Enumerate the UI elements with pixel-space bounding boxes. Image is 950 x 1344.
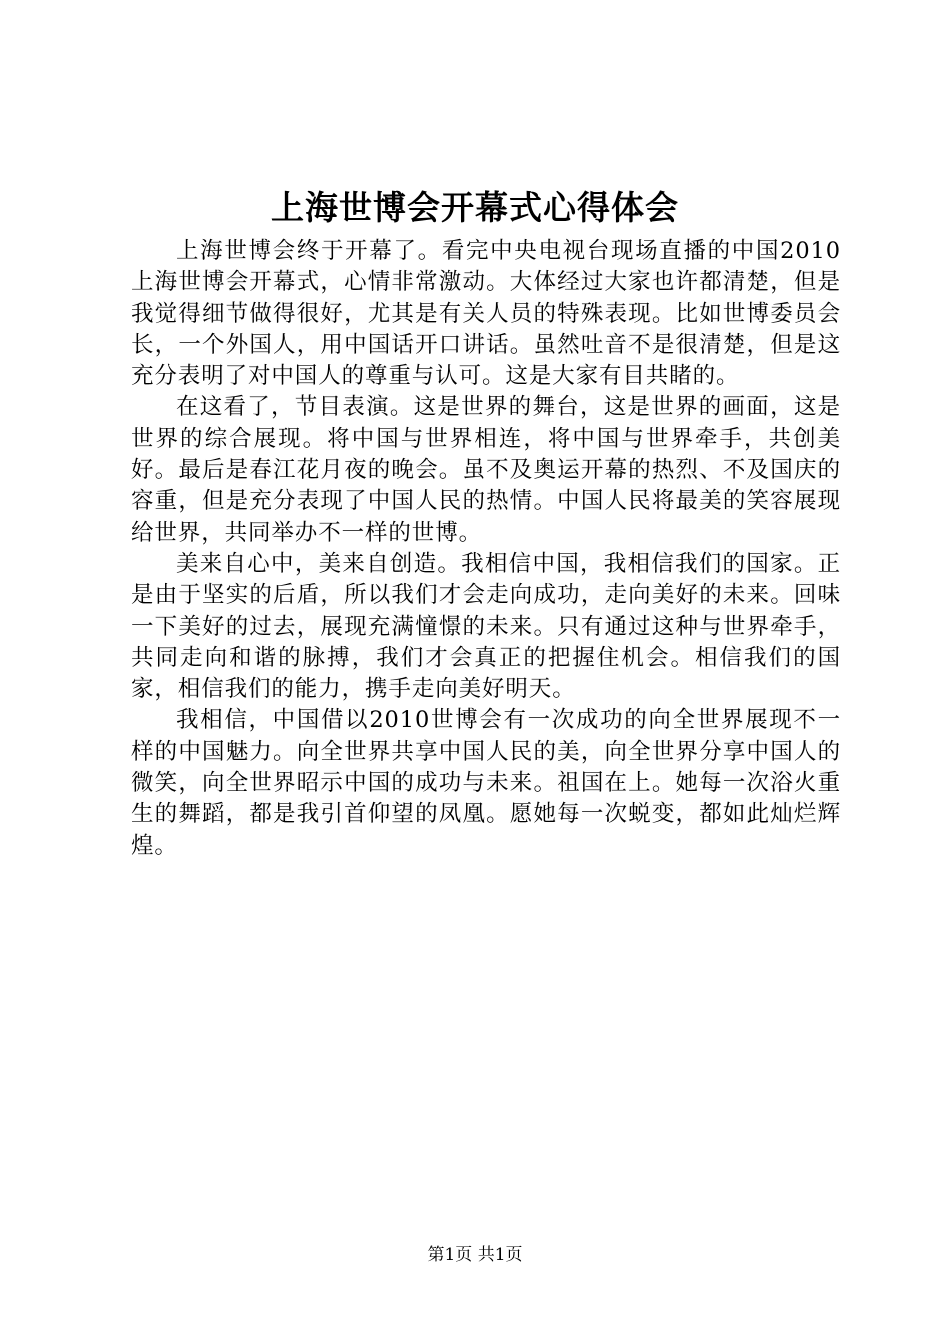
page-footer: 第1页 共1页 (427, 1245, 523, 1265)
document-body (131, 236, 841, 862)
paragraph: 在这看了，节目表演。这是世界的舞台，这是世界的画面，这是世界的综合展现。将中国与世界相连，将中国与世界牵手，共创美好。最后是春江花月夜的晚会。虽不及奥运开幕的热烈、不及国庆的容重，但是充分表现了中国人民的热情。中国人民将最美的笑容展现给世界，共同举办不一样的世博。 (131, 394, 841, 546)
document-title: 上海世博会开幕式心得体会 (271, 188, 679, 227)
paragraph: 我相信，中国借以2010世博会有一次成功的向全世界展现不一样的中国魅力。向全世界共享中国人民的美，向全世界分享中国人的微笑，向全世界昭示中国的成功与未来。祖国在上。她每一次浴火重生的舞蹈，都是我引首仰望的凤凰。愿她每一次蜕变，都如此灿烂辉煌。 (131, 707, 841, 859)
paragraph: 上海世博会终于开幕了。看完中央电视台现场直播的中国2010上海世博会开幕式，心情非常激动。大体经过大家也许都清楚，但是我觉得细节做得很好，尤其是有关人员的特殊表现。比如世博委员会长，一个外国人，用中国话开口讲话。虽然吐音不是很清楚，但是这充分表明了对中国人的尊重与认可。这是大家有目共睹的。 (131, 238, 841, 390)
paragraph: 美来自心中，美来自创造。我相信中国，我相信我们的国家。正是由于坚实的后盾，所以我们才会走向成功，走向美好的未来。回味一下美好的过去，展现充满憧憬的未来。只有通过这种与世界牵手，共同走向和谐的脉搏，我们才会真正的把握住机会。相信我们的国家，相信我们的能力，携手走向美好明天。 (131, 550, 841, 703)
